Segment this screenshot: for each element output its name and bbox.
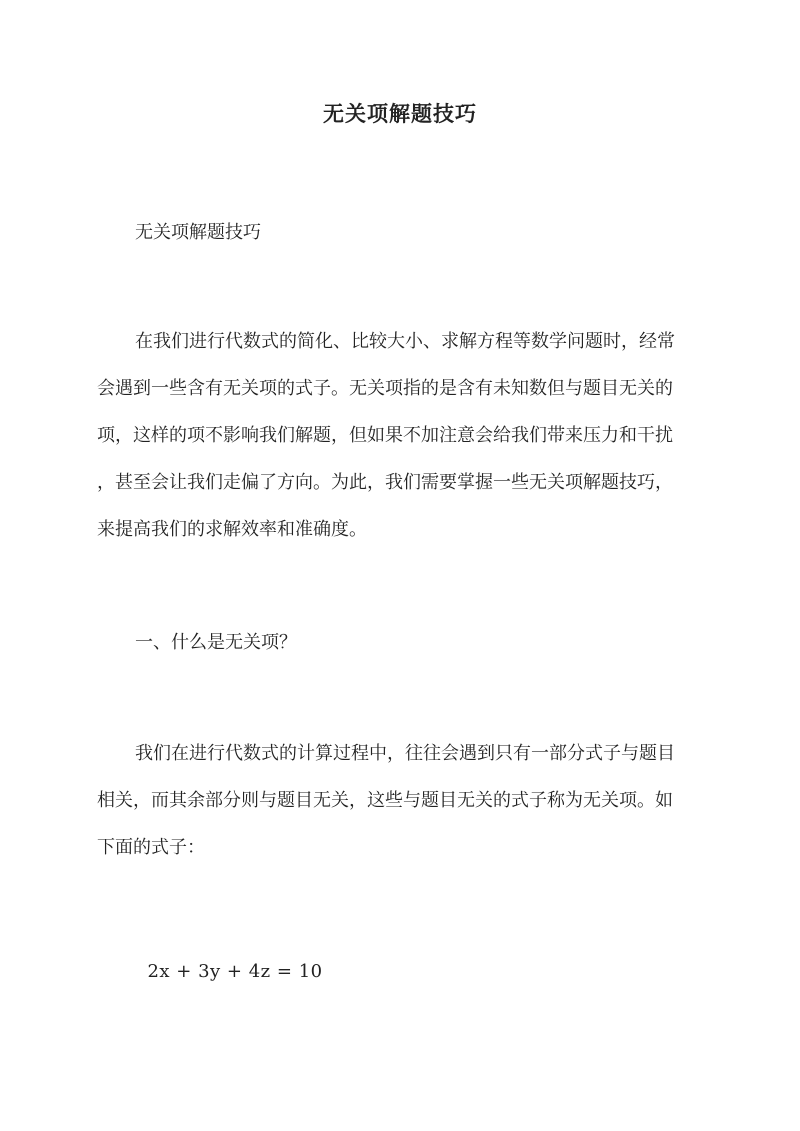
equation-text: 2x + 3y + 4z = 10 — [147, 961, 323, 982]
paragraph-line: 项，这样的项不影响我们解题，但如果不加注意会给我们带来压力和干扰 — [97, 425, 673, 446]
paragraph-line: 下面的式子： — [97, 837, 205, 858]
paragraph-line: 我们在进行代数式的计算过程中，往往会遇到只有一部分式子与题目 — [135, 743, 675, 764]
example-equation — [97, 940, 707, 982]
intro-paragraph — [97, 318, 707, 553]
section-heading-text: 一、什么是无关项？ — [135, 632, 297, 653]
paragraph-line: 会遇到一些含有无关项的式子。无关项指的是含有未知数但与题目无关的 — [97, 378, 673, 399]
paragraph-line: 来提高我们的求解效率和准确度。 — [97, 519, 367, 540]
document-subheading — [97, 218, 707, 244]
section1-paragraph — [97, 730, 707, 871]
paragraph-line: 相关，而其余部分则与题目无关，这些与题目无关的式子称为无关项。如 — [97, 790, 673, 811]
document-title: 无关项解题技巧 — [323, 101, 477, 126]
paragraph-line: ，甚至会让我们走偏了方向。为此，我们需要掌握一些无关项解题技巧， — [97, 472, 673, 493]
subheading-text: 无关项解题技巧 — [135, 222, 261, 243]
paragraph-line: 在我们进行代数式的简化、比较大小、求解方程等数学问题时，经常 — [135, 331, 675, 352]
section-heading-what-is-irrelevant-term — [97, 628, 707, 654]
